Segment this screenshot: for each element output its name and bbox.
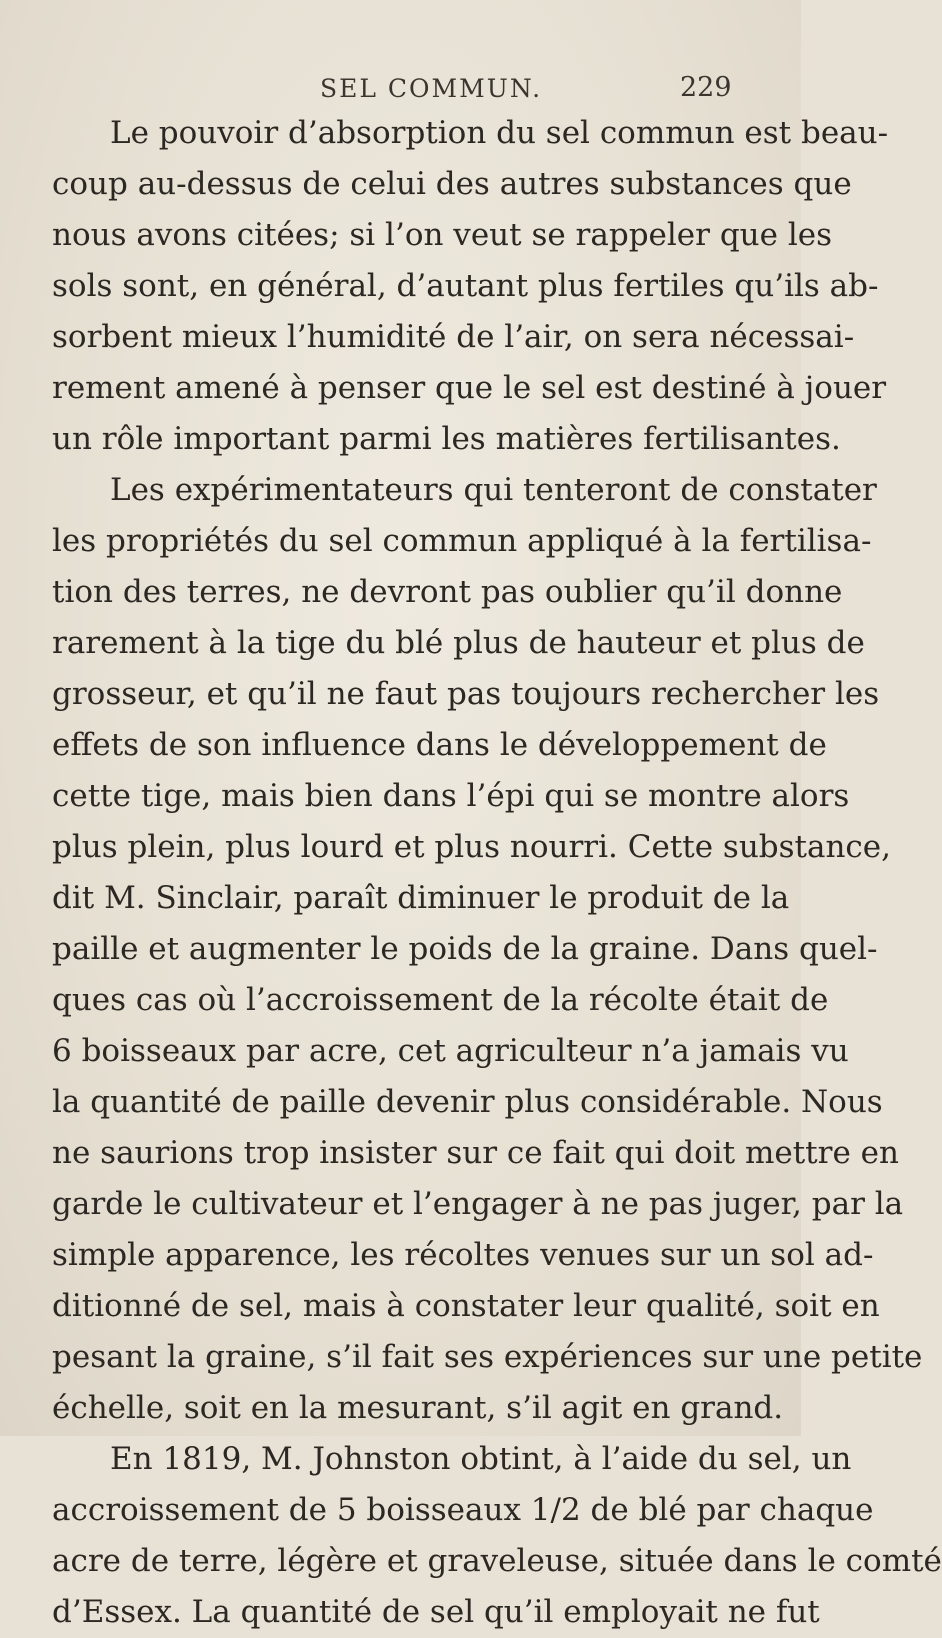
text-line: acre de terre, légère et graveleuse, située dans le comté xyxy=(52,1543,942,1579)
text-line: tion des terres, ne devront pas oublier qu’il donne xyxy=(52,574,843,610)
running-title: SEL COMMUN. xyxy=(320,74,543,103)
text-line: échelle, soit en la mesurant, s’il agit en grand. xyxy=(52,1390,784,1426)
text-line: accroissement de 5 boisseaux 1/2 de blé par chaque xyxy=(52,1492,874,1528)
text-line: les propriétés du sel commun appliqué à la fertilisa- xyxy=(52,523,872,559)
text-line: pesant la graine, s’il fait ses expériences sur une petite xyxy=(52,1339,923,1375)
text-line: la quantité de paille devenir plus considérable. Nous xyxy=(52,1084,883,1120)
text-line: Le pouvoir d’absorption du sel commun est beau- xyxy=(110,115,889,151)
text-line: rarement à la tige du blé plus de hauteur et plus de xyxy=(52,625,865,661)
text-line: Les expérimentateurs qui tenteront de constater xyxy=(110,472,877,508)
text-line: ne saurions trop insister sur ce fait qui doit mettre en xyxy=(52,1135,899,1171)
text-line: En 1819, M. Johnston obtint, à l’aide du sel, un xyxy=(110,1441,852,1477)
text-line: paille et augmenter le poids de la graine. Dans quel- xyxy=(52,931,878,967)
text-line: d’Essex. La quantité de sel qu’il employait ne fut xyxy=(52,1594,820,1630)
page-number: 229 xyxy=(680,72,732,103)
text-line: rement amené à penser que le sel est destiné à jouer xyxy=(52,370,887,406)
text-line: sols sont, en général, d’autant plus fertiles qu’ils ab- xyxy=(52,268,879,304)
text-line: sorbent mieux l’humidité de l’air, on sera nécessai- xyxy=(52,319,855,355)
text-line: effets de son influence dans le développement de xyxy=(52,727,827,763)
text-line: ditionné de sel, mais à constater leur qualité, soit en xyxy=(52,1288,880,1324)
text-line: un rôle important parmi les matières fertilisantes. xyxy=(52,421,841,457)
text-line: 6 boisseaux par acre, cet agriculteur n’a jamais vu xyxy=(52,1033,849,1069)
text-line: simple apparence, les récoltes venues sur un sol ad- xyxy=(52,1237,874,1273)
text-line: grosseur, et qu’il ne faut pas toujours rechercher les xyxy=(52,676,880,712)
text-line: coup au-dessus de celui des autres substances que xyxy=(52,166,852,202)
text-line: nous avons citées; si l’on veut se rappeler que les xyxy=(52,217,832,253)
text-line: dit M. Sinclair, paraît diminuer le produit de la xyxy=(52,880,790,916)
text-line: ques cas où l’accroissement de la récolte était de xyxy=(52,982,829,1018)
text-line: cette tige, mais bien dans l’épi qui se montre alors xyxy=(52,778,850,814)
text-line: plus plein, plus lourd et plus nourri. Cette substance, xyxy=(52,829,891,865)
text-line: garde le cultivateur et l’engager à ne pas juger, par la xyxy=(52,1186,904,1222)
body-text xyxy=(52,108,942,1638)
